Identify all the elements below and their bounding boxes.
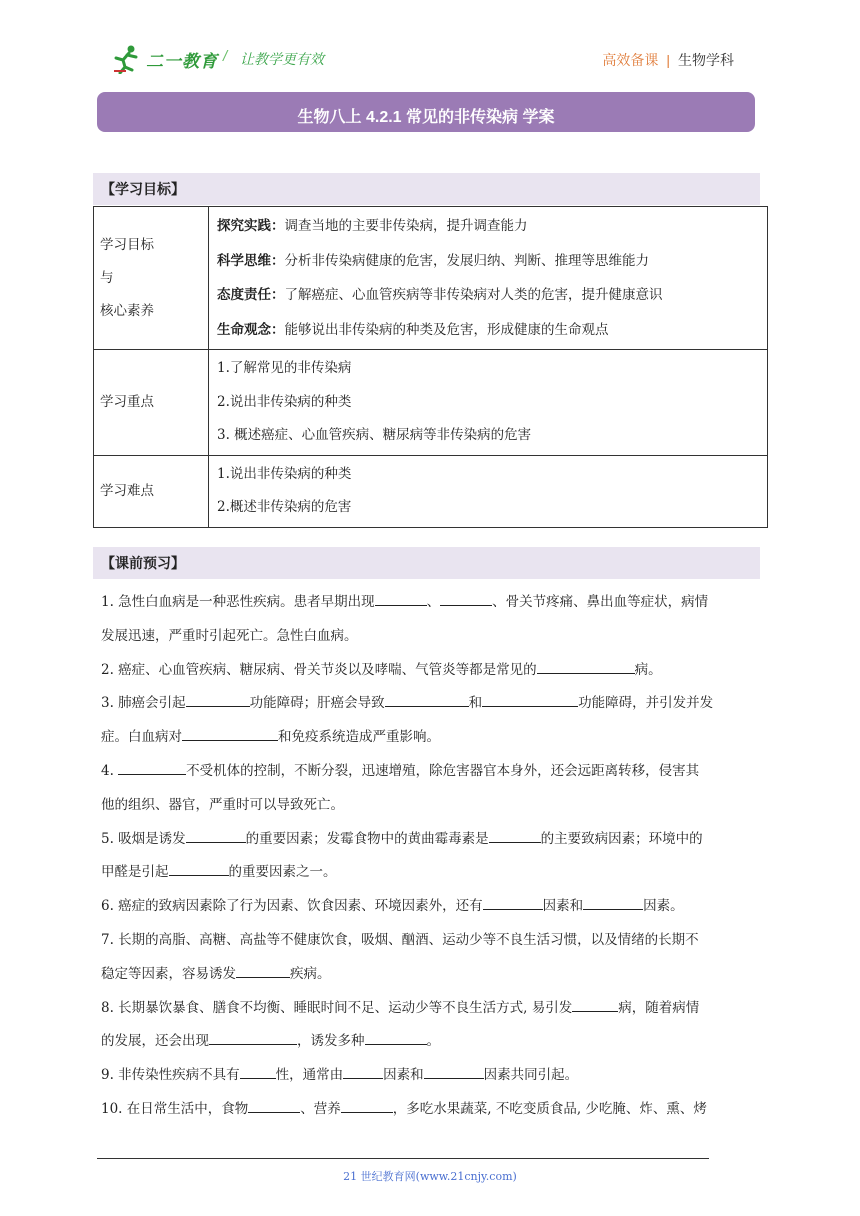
- key-point-item: 2.说出非传染病的种类: [217, 393, 352, 410]
- question-line: 8. 长期暴饮暴食、膳食不均衡、睡眠时间不足、运动少等不良生活方式, 易引发 病，随着病情: [101, 992, 765, 1026]
- header-tag-efficient: 高效备课: [602, 52, 659, 68]
- answer-blank[interactable]: [572, 997, 618, 1012]
- goal-item-label: 科学思维：: [217, 252, 285, 268]
- question-line: 的发展，还会出现 ，诱发多种 。: [101, 1025, 765, 1059]
- question-line: 发展迅速，严重时引起死亡。急性白血病。: [101, 627, 358, 644]
- header-tags: [602, 50, 734, 70]
- goal-item: [217, 209, 759, 244]
- answer-blank[interactable]: [341, 1098, 393, 1113]
- answer-blank[interactable]: [365, 1030, 427, 1045]
- answer-blank[interactable]: [209, 1030, 297, 1045]
- answer-blank[interactable]: [385, 692, 469, 707]
- question-line: 9. 非传染性疾病不具有 性，通常由 因素和 因素共同引起。: [101, 1059, 765, 1093]
- question-line: 4. 不受机体的控制，不断分裂，迅速增殖，除危害器官本身外，还会远距离转移，侵害其: [101, 755, 765, 789]
- question-line: 症。白血病对 和免疫系统造成严重影响。: [101, 721, 765, 755]
- brand-slogan: 让教学更有效: [240, 51, 324, 67]
- row-content: [209, 207, 768, 350]
- goals-table: [93, 206, 768, 528]
- goal-item-text: 了解癌症、心血管疾病等非传染病对人类的危害，提升健康意识: [284, 287, 663, 303]
- answer-blank[interactable]: [482, 692, 578, 707]
- answer-blank[interactable]: [118, 760, 186, 775]
- preview-questions: [101, 586, 765, 1127]
- header-tag-subject: 生物学科: [678, 52, 734, 68]
- brand-separator: /: [223, 48, 228, 65]
- goal-item-text: 分析非传染病健康的危害，发展归纳、判断、推理等思维能力: [284, 252, 649, 269]
- answer-blank[interactable]: [169, 861, 229, 876]
- goals-heading: 【学习目标】: [93, 173, 760, 205]
- page-header: [0, 0, 860, 90]
- difficulty-item: 2.概述非传染病的危害: [217, 499, 352, 515]
- answer-blank[interactable]: [248, 1098, 300, 1113]
- question-line: 10. 在日常生活中，食物 、营养 ，多吃水果蔬菜, 不吃变质食品, 少吃腌、炸、熏、烤: [101, 1093, 765, 1127]
- question-line: 6. 癌症的致病因素除了行为因素、饮食因素、环境因素外，还有 因素和 因素。: [101, 890, 765, 924]
- goal-item: [217, 244, 759, 279]
- row-label: 学习重点: [94, 350, 209, 456]
- document-title: 生物八上 4.2.1 常见的非传染病 学案: [97, 92, 755, 132]
- difficulty-item: 1.说出非传染病的种类: [217, 465, 352, 482]
- question-line: 稳定等因素，容易诱发 疾病。: [101, 958, 765, 992]
- header-tag-separator: |: [666, 52, 670, 68]
- question-line: 3. 肺癌会引起 功能障碍；肝癌会导致 和 功能障碍，并引发并发: [101, 687, 765, 721]
- row-label-line: 与: [100, 269, 114, 286]
- answer-blank[interactable]: [489, 828, 541, 843]
- question-line: 甲醛是引起 的重要因素之一。: [101, 856, 765, 890]
- table-row: [94, 455, 768, 527]
- answer-blank[interactable]: [186, 828, 246, 843]
- answer-blank[interactable]: [583, 895, 643, 910]
- question-line: 5. 吸烟是诱发 的重要因素；发霉食物中的黄曲霉毒素是 的主要致病因素；环境中的: [101, 823, 765, 857]
- row-label-line: 学习目标: [100, 236, 154, 253]
- answer-blank[interactable]: [240, 1064, 276, 1079]
- runner-logo-icon: [112, 44, 142, 74]
- goal-item-label: 生命观念：: [217, 321, 285, 337]
- goal-item-label: 探究实践：: [217, 218, 285, 233]
- answer-blank[interactable]: [236, 963, 290, 978]
- question-line: 他的组织、器官，严重时可以导致死亡。: [101, 796, 344, 813]
- row-content: [209, 350, 768, 456]
- answer-blank[interactable]: [186, 692, 250, 707]
- row-label: [94, 207, 209, 350]
- goal-item-label: 态度责任：: [217, 287, 285, 302]
- footer-divider: [97, 1158, 709, 1159]
- row-label: 学习难点: [94, 455, 209, 527]
- question-line: 7. 长期的高脂、高糖、高盐等不健康饮食，吸烟、酗酒、运动少等不良生活习惯，以及情绪的长期不: [101, 931, 699, 948]
- footer-source: 21 世纪教育网(www.21cnjy.com): [343, 1170, 517, 1183]
- goal-item-text: 调查当地的主要非传染病，提升调查能力: [284, 218, 528, 234]
- row-label-line: 核心素养: [100, 302, 154, 319]
- table-row: [94, 350, 768, 456]
- brand-name: 二一教育: [146, 52, 218, 71]
- answer-blank[interactable]: [343, 1064, 383, 1079]
- question-line: 1. 急性白血病是一种恶性疾病。患者早期出现 、 、骨关节疼痛、鼻出血等症状，病情: [101, 586, 765, 620]
- answer-blank[interactable]: [483, 895, 543, 910]
- goal-item-text: 能够说出非传染病的种类及危害，形成健康的生命观点: [284, 321, 609, 338]
- answer-blank[interactable]: [440, 591, 492, 606]
- goal-item: [217, 313, 759, 348]
- table-row: [94, 207, 768, 350]
- answer-blank[interactable]: [424, 1064, 484, 1079]
- key-point-item: 1.了解常见的非传染病: [217, 360, 352, 376]
- answer-blank[interactable]: [537, 659, 635, 674]
- answer-blank[interactable]: [182, 726, 278, 741]
- goal-item: [217, 278, 759, 313]
- row-content: [209, 455, 768, 527]
- key-point-item: 3. 概述癌症、心血管疾病、糖尿病等非传染病的危害: [217, 427, 532, 443]
- preview-heading: 【课前预习】: [93, 547, 760, 579]
- question-line: 2. 癌症、心血管疾病、糖尿病、骨关节炎以及哮喘、气管炎等都是常见的 病。: [101, 654, 765, 688]
- answer-blank[interactable]: [375, 591, 427, 606]
